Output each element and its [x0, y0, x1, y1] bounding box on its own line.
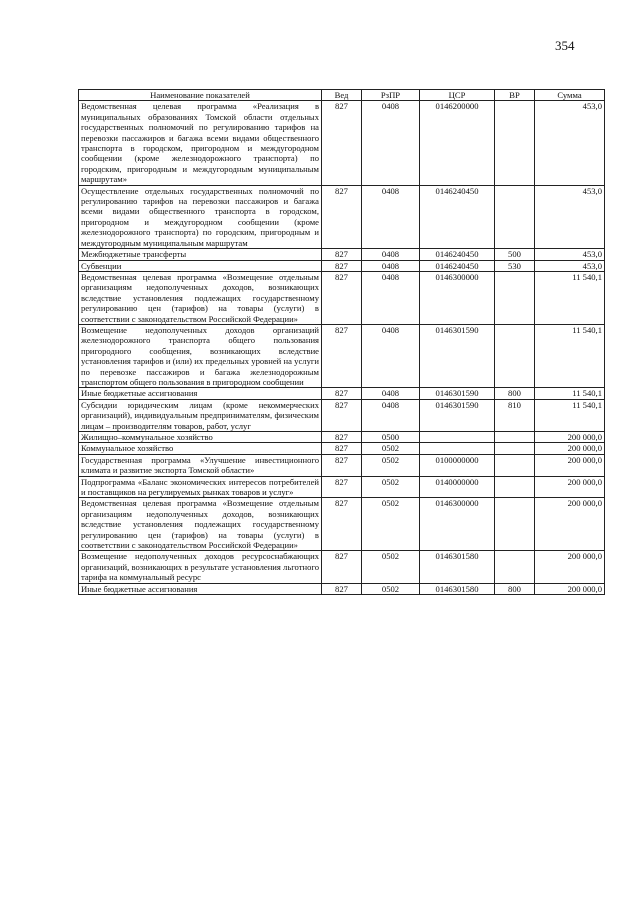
row-ved: 827 — [322, 324, 362, 387]
row-vr — [495, 271, 535, 324]
row-rzpr: 0502 — [362, 583, 420, 594]
row-rzpr: 0408 — [362, 249, 420, 260]
row-rzpr: 0500 — [362, 432, 420, 443]
row-rzpr: 0502 — [362, 498, 420, 551]
row-name: Субвенции — [79, 260, 322, 271]
row-sum: 11 540,1 — [535, 324, 605, 387]
row-sum: 200 000,0 — [535, 476, 605, 498]
header-sum: Сумма — [535, 90, 605, 101]
row-rzpr: 0408 — [362, 185, 420, 248]
row-sum: 200 000,0 — [535, 551, 605, 583]
row-ved: 827 — [322, 185, 362, 248]
page-number: 354 — [555, 38, 575, 53]
row-csr: 0146300000 — [420, 271, 495, 324]
row-name: Осуществление отдельных государственных полномочий по регулированию тарифов на перевозки пассажиров и багажа всеми видами общественного транспорта в городском, пригородном и междугородном сообщении (кроме железнодорожного транспорта) по городским, пригородным и междугородным муниципальным маршрутам — [79, 185, 322, 248]
row-rzpr: 0502 — [362, 454, 420, 476]
row-rzpr: 0408 — [362, 399, 420, 431]
row-vr — [495, 454, 535, 476]
row-sum: 453,0 — [535, 101, 605, 185]
row-ved: 827 — [322, 454, 362, 476]
row-rzpr: 0502 — [362, 443, 420, 454]
row-vr — [495, 432, 535, 443]
header-ved: Вед — [322, 90, 362, 101]
table-row — [79, 388, 605, 399]
row-name: Иные бюджетные ассигнования — [79, 388, 322, 399]
row-sum: 453,0 — [535, 185, 605, 248]
table-row — [79, 432, 605, 443]
row-ved: 827 — [322, 399, 362, 431]
row-vr — [495, 476, 535, 498]
row-csr: 0100000000 — [420, 454, 495, 476]
row-ved: 827 — [322, 476, 362, 498]
row-vr — [495, 185, 535, 248]
row-sum: 200 000,0 — [535, 583, 605, 594]
table-row — [79, 249, 605, 260]
table-row — [79, 271, 605, 324]
row-name: Иные бюджетные ассигнования — [79, 583, 322, 594]
row-ved: 827 — [322, 260, 362, 271]
row-ved: 827 — [322, 432, 362, 443]
row-rzpr: 0408 — [362, 260, 420, 271]
row-csr: 0146240450 — [420, 249, 495, 260]
row-vr: 810 — [495, 399, 535, 431]
row-rzpr: 0408 — [362, 324, 420, 387]
header-rzpr: РзПР — [362, 90, 420, 101]
row-csr: 0146300000 — [420, 498, 495, 551]
table-row — [79, 551, 605, 583]
row-name: Ведомственная целевая программа «Возмещение отдельным организациям недополученных доходов, возникающих вследствие установления подлежащих государственному регулированию цен (тарифов) на товары (услуги) в соответствии с законодательством Российской Федерации» — [79, 271, 322, 324]
row-csr: 0146301590 — [420, 388, 495, 399]
row-name: Жилищно–коммунальное хозяйство — [79, 432, 322, 443]
table-row — [79, 476, 605, 498]
row-rzpr: 0502 — [362, 476, 420, 498]
row-ved: 827 — [322, 249, 362, 260]
row-vr — [495, 324, 535, 387]
row-rzpr: 0408 — [362, 271, 420, 324]
row-name: Ведомственная целевая программа «Реализация в муниципальных образованиях Томской области отдельных государственных полномочий по регулированию тарифов на перевозки пассажиров и багажа всеми видами общественного транспорта в городском, пригородном и междугородном сообщении (кроме железнодорожного транспорта) по городским, пригородным и междугородным муниципальным маршрутам» — [79, 101, 322, 185]
row-sum: 200 000,0 — [535, 454, 605, 476]
row-sum: 11 540,1 — [535, 271, 605, 324]
row-vr: 500 — [495, 249, 535, 260]
row-rzpr: 0408 — [362, 101, 420, 185]
row-name: Субсидии юридическим лицам (кроме некоммерческих организаций), индивидуальным предпринимателям, физическим лицам – производителям товаров, работ, услуг — [79, 399, 322, 431]
row-name: Межбюджетные трансферты — [79, 249, 322, 260]
row-ved: 827 — [322, 101, 362, 185]
table-row — [79, 260, 605, 271]
table-row — [79, 443, 605, 454]
row-csr: 0146301590 — [420, 324, 495, 387]
row-ved: 827 — [322, 443, 362, 454]
row-ved: 827 — [322, 551, 362, 583]
table-row — [79, 101, 605, 185]
row-vr — [495, 551, 535, 583]
row-sum: 453,0 — [535, 260, 605, 271]
budget-table — [78, 89, 605, 595]
table-row — [79, 399, 605, 431]
row-csr: 0146200000 — [420, 101, 495, 185]
row-sum: 200 000,0 — [535, 498, 605, 551]
row-vr — [495, 101, 535, 185]
row-csr — [420, 443, 495, 454]
row-vr — [495, 498, 535, 551]
table-row — [79, 324, 605, 387]
row-csr: 0146240450 — [420, 260, 495, 271]
row-rzpr: 0408 — [362, 388, 420, 399]
table-row — [79, 583, 605, 594]
row-ved: 827 — [322, 583, 362, 594]
row-csr: 0140000000 — [420, 476, 495, 498]
table-header-row — [79, 90, 605, 101]
row-name: Коммунальное хозяйство — [79, 443, 322, 454]
row-vr: 800 — [495, 583, 535, 594]
row-name: Государственная программа «Улучшение инвестиционного климата и развитие экспорта Томской области» — [79, 454, 322, 476]
row-name: Ведомственная целевая программа «Возмещение отдельным организациям недополученных доходов, возникающих вследствие установления подлежащих государственному регулированию цен (тарифов) на товары (услуги) в соответствии с законодательством Российской Федерации» — [79, 498, 322, 551]
row-vr: 800 — [495, 388, 535, 399]
row-name: Возмещение недополученных доходов ресурсоснабжающих организаций, возникающих в результате установления льготного тарифа на коммунальный ресурс — [79, 551, 322, 583]
table-row — [79, 185, 605, 248]
row-csr: 0146301580 — [420, 551, 495, 583]
row-csr: 0146301580 — [420, 583, 495, 594]
row-ved: 827 — [322, 271, 362, 324]
row-sum: 453,0 — [535, 249, 605, 260]
table-row — [79, 454, 605, 476]
row-name: Возмещение недополученных доходов организаций железнодорожного транспорта общего пользования пригородного сообщения, возникающих вследствие установления тарифов и (или) их предельных уровней на услуги по перевозке пассажиров и багажа железнодорожным транспортом общего пользования в пригородном сообщении — [79, 324, 322, 387]
row-sum: 200 000,0 — [535, 432, 605, 443]
row-sum: 11 540,1 — [535, 399, 605, 431]
row-ved: 827 — [322, 388, 362, 399]
row-sum: 11 540,1 — [535, 388, 605, 399]
row-rzpr: 0502 — [362, 551, 420, 583]
row-sum: 200 000,0 — [535, 443, 605, 454]
row-csr: 0146240450 — [420, 185, 495, 248]
row-csr: 0146301590 — [420, 399, 495, 431]
table-row — [79, 498, 605, 551]
row-csr — [420, 432, 495, 443]
header-vr: ВР — [495, 90, 535, 101]
row-name: Подпрограмма «Баланс экономических интересов потребителей и поставщиков на регулируемых рынках товаров и услуг» — [79, 476, 322, 498]
row-vr: 530 — [495, 260, 535, 271]
header-csr: ЦСР — [420, 90, 495, 101]
header-name: Наименование показателей — [79, 90, 322, 101]
row-vr — [495, 443, 535, 454]
row-ved: 827 — [322, 498, 362, 551]
